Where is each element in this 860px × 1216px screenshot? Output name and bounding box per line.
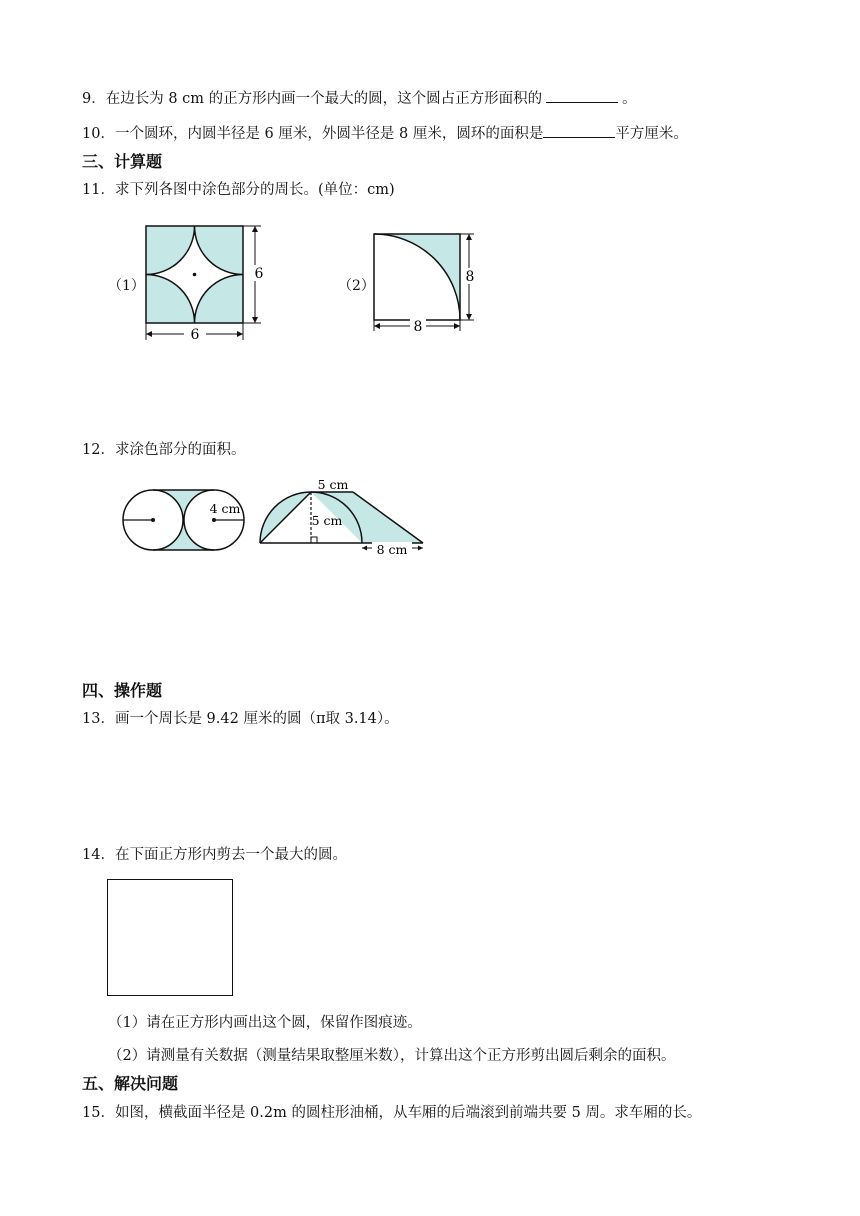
question-15-text: 15．如图，横截面半径是 0.2m 的圆柱形油桶，从车厢的后端滚到前端共要 5 周。求车厢的长。 [82, 1105, 702, 1121]
question-10-tail: 平方厘米。 [615, 126, 688, 142]
bottom-length-label: 8 cm [376, 542, 408, 557]
question-12-text: 12．求涂色部分的面积。 [82, 442, 246, 458]
question-9-tail: 。 [622, 91, 637, 107]
center-dot [193, 273, 197, 277]
question-13-text: 13．画一个周长是 9.42 厘米的圆（π取 3.14）。 [82, 711, 399, 727]
question-14-text: 14．在下面正方形内剪去一个最大的圆。 [82, 847, 347, 863]
radius-label: 4 cm [209, 501, 241, 516]
answer-blank-9[interactable] [546, 88, 618, 103]
question-10-text: 10．一个圆环，内圆半径是 6 厘米，外圆半径是 8 厘米，圆环的面积是 [82, 126, 544, 142]
question-10 [82, 123, 688, 144]
figure-q12-2 [255, 478, 427, 563]
bottom-dimension-label: 6 [190, 327, 200, 343]
question-14-sub-2: （2）请测量有关数据（测量结果取整厘米数），计算出这个正方形剪出圆后剩余的面积。 [108, 1048, 676, 1064]
section-5-heading: 五、解决问题 [82, 1074, 179, 1093]
figure-q12-1 [118, 478, 253, 560]
shaded-corner [374, 234, 460, 320]
answer-blank-10[interactable] [543, 123, 615, 138]
figure-q11-2 [366, 226, 486, 338]
section-3-heading: 三、计算题 [82, 152, 163, 171]
figure-2-label: （2） [338, 278, 375, 294]
top-length-label: 5 cm [317, 478, 349, 492]
side-dimension-label: 8 [465, 269, 475, 285]
section-4-heading: 四、操作题 [82, 681, 163, 700]
question-9 [82, 88, 637, 109]
question-14-sub-1: （1）请在正方形内画出这个圆，保留作图痕迹。 [108, 1015, 422, 1031]
question-11-text: 11．求下列各图中涂色部分的周长。(单位：cm) [82, 182, 395, 198]
height-label: 5 cm [311, 513, 343, 528]
drawing-square[interactable] [107, 879, 233, 996]
side-dimension-label: 6 [254, 266, 264, 282]
question-9-text: 9．在边长为 8 cm 的正方形内画一个最大的圆，这个圆占正方形面积的 [82, 91, 543, 107]
figure-q11-1 [138, 218, 278, 348]
bottom-dimension-label: 8 [413, 319, 423, 335]
figure-1-label: （1） [108, 278, 145, 294]
